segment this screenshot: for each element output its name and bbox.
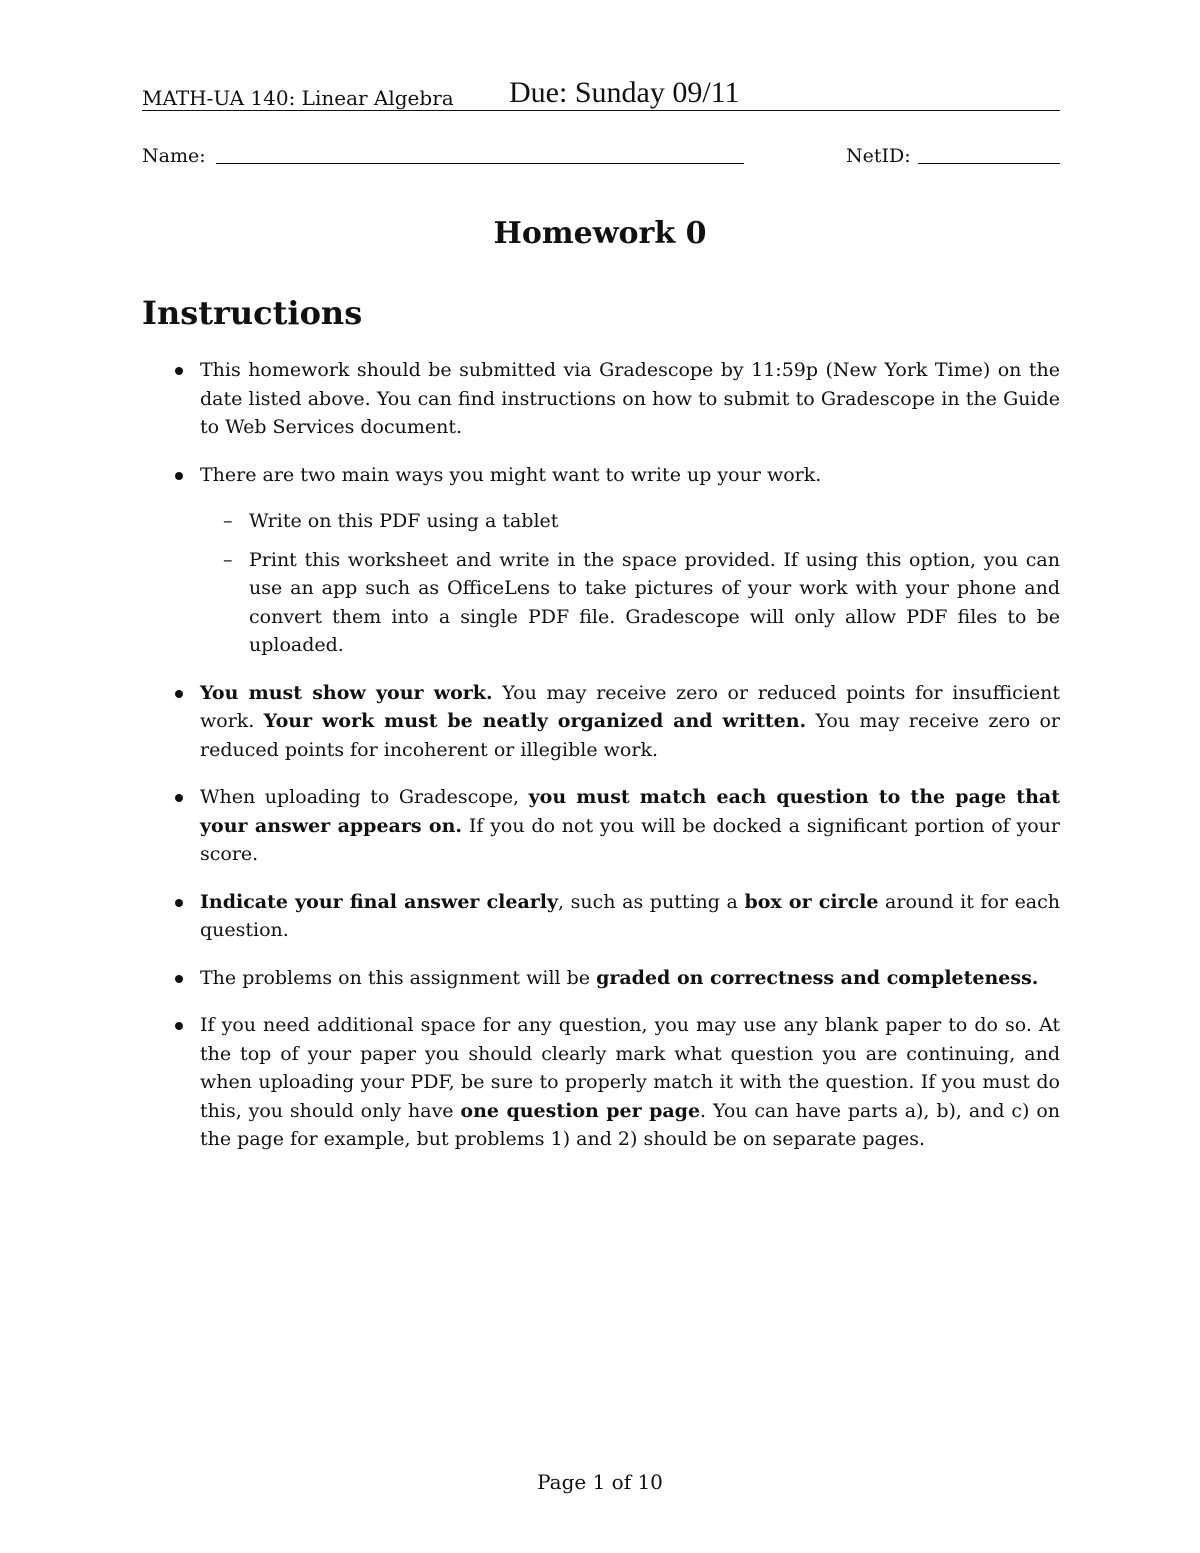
netid-label: NetID: [846, 145, 911, 167]
instruction-text: , such as putting a [558, 890, 745, 913]
dash-icon: – [223, 548, 233, 571]
emphasis-text: graded on correctness and completeness. [596, 966, 1039, 989]
emphasis-text: box or circle [744, 890, 879, 913]
emphasis-text: You must show your work. [200, 681, 493, 704]
instruction-text: You may receive zero or reduced points for insufficient work. [200, 681, 1060, 732]
instruction-text: If you do not you will be docked a significant portion of your score. [200, 814, 1061, 865]
list-item [142, 461, 1060, 660]
list-item [142, 679, 1060, 765]
sub-list [200, 507, 1060, 660]
instruction-text: There are two main ways you might want to write up your work. [200, 463, 822, 486]
instruction-text: around it for each question. [200, 890, 1061, 941]
dash-icon: – [223, 510, 233, 532]
name-label: Name: [142, 145, 206, 167]
sub-list-item [200, 546, 1060, 660]
sub-instruction-text: Print this worksheet and write in the space provided. If using this option, you can use an app such as OfficeLens to take pictures of your work with your phone and convert them into a single PDF file. Gradescope will only allow PDF files to be uploaded. [249, 548, 1060, 656]
list-item [142, 1011, 1060, 1154]
bullet-icon [175, 367, 183, 375]
list-item [142, 783, 1060, 869]
name-blank-line [216, 163, 744, 164]
emphasis-text: you must match each question to the page that your answer appears on. [200, 786, 1060, 837]
section-heading: Instructions [142, 294, 363, 332]
instruction-text: You may receive zero or reduced points for incoherent or illegible work. [200, 710, 1060, 761]
netid-blank-line [918, 163, 1060, 164]
bullet-icon [175, 794, 183, 802]
due-date: Due: Sunday 09/11 [509, 76, 740, 109]
instruction-text: When uploading to Gradescope, [200, 786, 529, 808]
bullet-icon [175, 1022, 183, 1030]
bullet-icon [175, 899, 183, 907]
bullet-icon [175, 975, 183, 983]
emphasis-text: one question per page [460, 1099, 701, 1122]
list-item [142, 964, 1060, 993]
bullet-icon [175, 472, 183, 480]
instructions-list [142, 356, 1060, 1173]
homework-title: Homework 0 [493, 216, 707, 251]
instruction-text: If you need additional space for any question, you may use any blank paper to do so. At the top of your paper you should clearly mark what question you are continuing, and when uploading your PDF, be sure to properly match it with the question. If you must do this, you should only have [200, 1014, 1060, 1122]
list-item [142, 356, 1060, 442]
instruction-text: This homework should be submitted via Gradescope by 11:59p (New York Time) on the date listed above. You can find instructions on how to submit to Gradescope in the Guide to Web Services document. [200, 359, 1060, 438]
instruction-text: . You can have parts a), b), and c) on the page for example, but problems 1) and 2) should be on separate pages. [200, 1099, 1061, 1150]
list-item [142, 888, 1060, 945]
student-fields [142, 145, 1060, 171]
instruction-text: The problems on this assignment will be [200, 966, 597, 989]
emphasis-text: Indicate your final answer clearly [200, 890, 559, 913]
course-title: MATH-UA 140: Linear Algebra [142, 86, 454, 110]
bullet-icon [175, 690, 183, 698]
header [142, 76, 1060, 111]
emphasis-text: Your work must be neatly organized and written. [263, 710, 807, 732]
sub-list-item [200, 507, 1060, 536]
sub-instruction-text: Write on this PDF using a tablet [249, 510, 559, 532]
page-number: Page 1 of 10 [537, 1470, 663, 1494]
